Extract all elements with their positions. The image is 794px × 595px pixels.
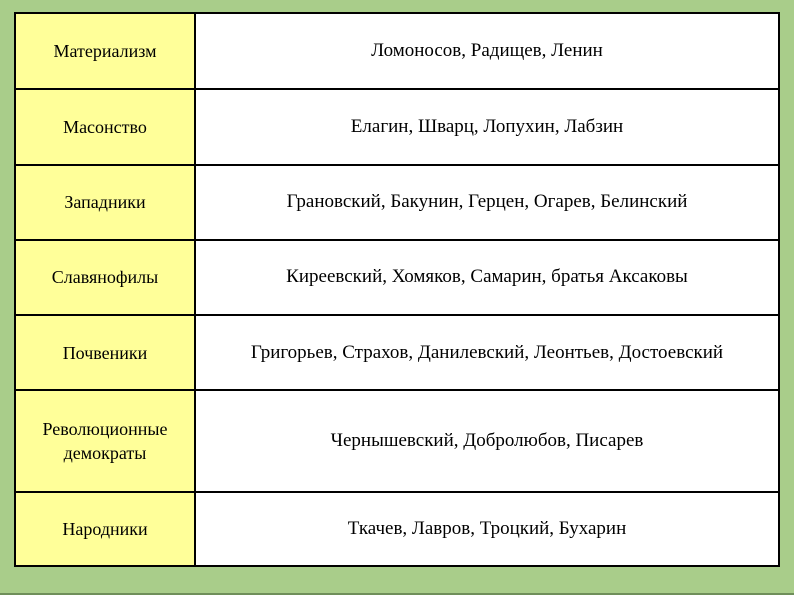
names-cell: Елагин, Шварц, Лопухин, Лабзин xyxy=(195,89,779,164)
names-cell: Грановский, Бакунин, Герцен, Огарев, Белинский xyxy=(195,165,779,240)
category-cell: Материализм xyxy=(15,13,195,89)
category-cell: Революционные демократы xyxy=(15,390,195,491)
category-cell: Славянофилы xyxy=(15,240,195,315)
names-cell: Киреевский, Хомяков, Самарин, братья Аксаковы xyxy=(195,240,779,315)
category-cell: Народники xyxy=(15,492,195,566)
movements-table xyxy=(14,12,780,567)
category-cell: Почвеники xyxy=(15,315,195,390)
table-row xyxy=(15,240,779,315)
names-cell: Чернышевский, Добролюбов, Писарев xyxy=(195,390,779,491)
table-row xyxy=(15,315,779,390)
table-row xyxy=(15,390,779,491)
names-cell: Григорьев, Страхов, Данилевский, Леонтьев, Достоевский xyxy=(195,315,779,390)
names-cell: Ломоносов, Радищев, Ленин xyxy=(195,13,779,89)
table-row xyxy=(15,89,779,164)
table-row xyxy=(15,492,779,566)
table-row xyxy=(15,165,779,240)
names-cell: Ткачев, Лавров, Троцкий, Бухарин xyxy=(195,492,779,566)
category-cell: Западники xyxy=(15,165,195,240)
category-cell: Масонство xyxy=(15,89,195,164)
table-row xyxy=(15,13,779,89)
